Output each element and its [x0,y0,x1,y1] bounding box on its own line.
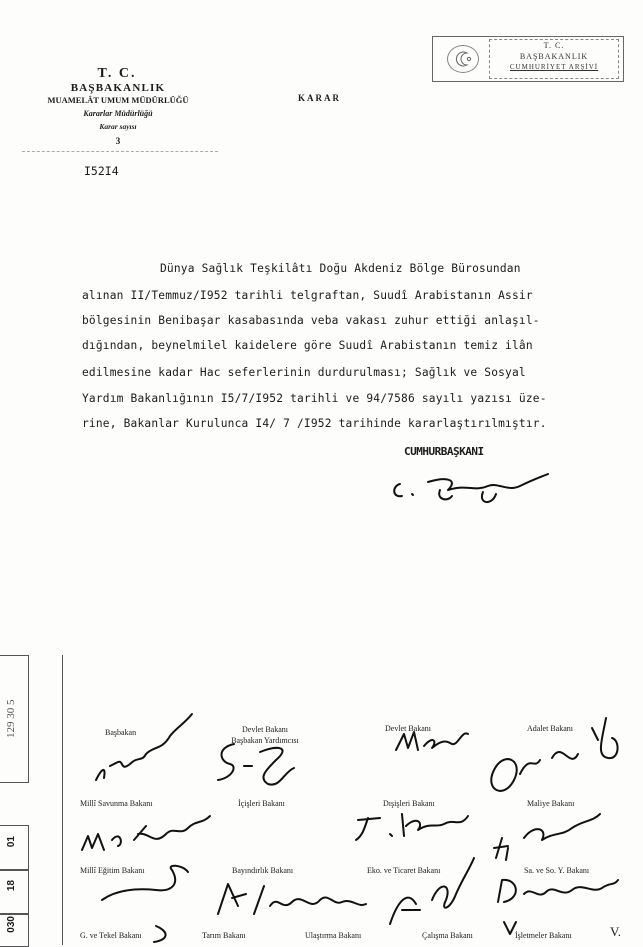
signature-devlet-2-icon [392,726,472,756]
minister-gumruk-tekel: G. ve Tekel Bakanı [80,931,142,940]
archive-cell-2 [0,869,29,915]
signature-disisleri-icon [350,806,480,846]
archive-cell-3 [0,913,29,947]
minister-eko-ticaret: Eko. ve Ticaret Bakanı [367,866,441,875]
signature-maliye-icon [488,808,608,868]
minister-saglik: Sa. ve So. Y. Bakanı [524,866,590,875]
minister-devlet-2: Devlet Bakanı [385,724,431,733]
signature-gumruk-icon [150,924,180,944]
header-muamelat: MUAMELÂT UMUM MÜDÜRLÜĞÜ [47,95,189,105]
body-line-5: edilmesine kadar Hac seferlerinin durdurulması; Sağlık ve Sosyal [82,366,526,379]
minister-milli-savunma: Millî Savunma Bakanı [80,799,153,808]
archive-top-number: 129 30 5 [5,699,17,739]
archive-cell-3-number: 030 [6,916,17,933]
stamp-line-1: T. C. [543,41,565,50]
stamp-line-2: BAŞBAKANLIK [519,52,589,61]
minister-tarim: Tarım Bakanı [202,931,246,940]
signature-eko-ticaret-icon [380,850,480,930]
body-line-2: alınan II/Temmuz/I952 tarihli telgraftan, Suudî Arabistanın Assir [82,289,533,302]
header-karar-sayisi-label: Karar sayısı [99,122,137,131]
minister-devlet-1-title: Devlet Bakanı [242,725,288,734]
signature-bayindirlik-icon [212,878,372,928]
header-kararlar-mudurlugu: Kararlar Müdürlüğü [83,109,153,118]
minister-disisleri: Dışişleri Bakanı [383,799,435,808]
archive-cell-2-number: 18 [6,880,17,892]
minister-ulastirma: Ulaştırma Bakanı [305,931,362,940]
signature-milli-savunma-icon [76,806,216,862]
minister-bayindirlik: Bayındırlık Bakanı [232,866,294,875]
minister-adalet: Adalet Bakanı [527,724,573,733]
header-basbakanlik: BAŞBAKANLIK [70,82,166,94]
body-line-3: bölgesinin Benibaşar kasabasında veba vakası zuhur ettiği anlaşıl- [82,314,540,327]
body-line-7: rine, Bakanlar Kurulunca I4/ 7 /I952 tarihinde kararlaştırılmıştır. [82,417,547,430]
minister-icisleri: İçişleri Bakanı [238,799,285,808]
signature-isletmeler-icon [500,918,520,938]
body-line-1: Dünya Sağlık Teşkilâtı Doğu Akdeniz Bölge Bürosundan [160,262,521,275]
stamp-line-3: CUMHURİYET ARŞİVİ [509,63,599,71]
archive-cell-1 [0,825,29,871]
minister-isletmeler: İşletmeler Bakanı [515,931,572,940]
signature-milli-egitim-icon [96,860,196,910]
cumhurbaskani-label: CUMHURBAŞKANI [404,445,484,458]
minister-calisma: Çalışma Bakanı [422,931,473,940]
archive-cell-1-number: 01 [6,836,17,848]
archive-stamp [432,36,624,82]
minister-maliye: Maliye Bakanı [527,799,575,808]
minister-milli-egitim: Millî Eğitim Bakanı [80,866,145,875]
header-tc: T. C. [97,66,137,81]
signature-basbakan-icon [90,706,200,786]
document-number: I52I4 [84,164,119,178]
body-line-4: dığından, beynelmilel kaidelere göre Suudî Arabistanın temiz ilân [82,339,533,352]
header-divider [22,151,218,152]
stamp-text [489,39,619,79]
crescent-star-logo-icon [447,45,479,73]
header-karar-sayisi: 3 [115,136,121,146]
document-type: KARAR [298,93,341,103]
minister-basbakan: Başbakan [105,728,137,737]
body-line-6: Yardım Bakanlığının I5/7/I952 tarihli ve 94/7586 sayılı yazısı üze- [82,392,547,405]
signature-adalet-maliye-icon [474,710,634,810]
signature-devlet-1-icon [210,738,300,790]
archive-top-box [0,655,29,783]
archive-reference-strip [0,655,63,945]
v-mark: V. [610,924,621,939]
minister-devlet-1-subtitle: Başbakan Yardımcısı [231,736,299,745]
president-signature-icon [388,470,558,510]
signature-saglik-icon [492,872,622,912]
